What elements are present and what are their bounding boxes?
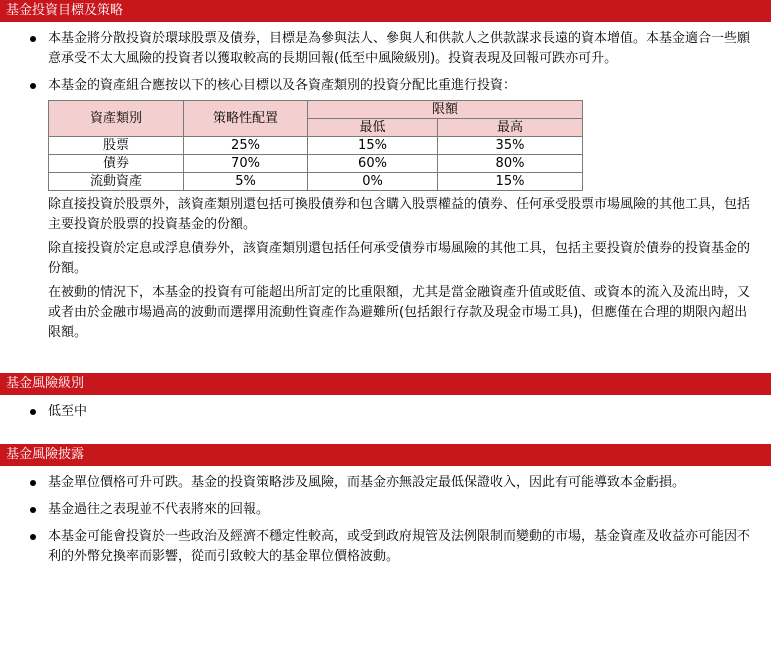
header-min: 最低 bbox=[308, 119, 438, 137]
strategy-bullet-objective: 本基金將分散投資於環球股票及債券，目標是為參與法人、參與人和供款人之供款謀求長遠的資本增值。本基金適合一些願意承受不太大風險的投資者以獲取較高的長期回報(低至中風險級別)。投資表現及回報可跌亦可升。 bbox=[28, 29, 763, 69]
cell-strategic: 25% bbox=[184, 137, 308, 155]
table-row bbox=[49, 137, 583, 155]
cell-asset: 流動資產 bbox=[49, 173, 184, 191]
risk-disclosure-item: 基金單位價格可升可跌。基金的投資策略涉及風險，而基金亦無設定最低保證收入，因此有可能導致本金虧損。 bbox=[28, 473, 763, 493]
header-limit: 限額 bbox=[308, 101, 583, 119]
equity-note: 除直接投資於股票外，該資產類別還包括可換股債券和包含購入股票權益的債券、任何承受股票市場風險的其他工具，包括主要投資於股票的投資基金的份額。 bbox=[48, 197, 751, 232]
header-strategic-allocation: 策略性配置 bbox=[184, 101, 308, 137]
table-row bbox=[49, 173, 583, 191]
risk-disclosure-item: 本基金可能會投資於一些政治及經濟不穩定性較高，或受到政府規管及法例限制而變動的市場，基金資產及收益亦可能因不利的外幣兌換率而影響，從而引致較大的基金單位價格波動。 bbox=[28, 527, 763, 567]
table-row bbox=[49, 155, 583, 173]
cell-strategic: 5% bbox=[184, 173, 308, 191]
cell-min: 0% bbox=[308, 173, 438, 191]
risk-disclosure-item: 基金過往之表現並不代表將來的回報。 bbox=[28, 500, 763, 520]
cell-asset: 債券 bbox=[49, 155, 184, 173]
cell-max: 35% bbox=[438, 137, 583, 155]
bond-note: 除直接投資於定息或浮息債券外，該資產類別還包括任何承受債券市場風險的其他工具，包括主要投資於債券的投資基金的份額。 bbox=[48, 241, 751, 276]
section-header-risk-level: 基金風險級別 bbox=[0, 373, 771, 395]
cell-min: 15% bbox=[308, 137, 438, 155]
cell-asset: 股票 bbox=[49, 137, 184, 155]
cell-min: 60% bbox=[308, 155, 438, 173]
header-asset-class: 資產類別 bbox=[49, 101, 184, 137]
passive-breach-note: 在被動的情況下，本基金的投資有可能超出所訂定的比重限額，尤其是當金融資產升值或貶值、或資本的流入及流出時，又或者由於金融市場過高的波動而選擇用流動性資產作為避難所(包括銀行存款及現金市場工具)，但應僅在合理的期限內超出限額。 bbox=[48, 285, 751, 340]
cell-strategic: 70% bbox=[184, 155, 308, 173]
header-max: 最高 bbox=[438, 119, 583, 137]
risk-level-value: 低至中 bbox=[28, 402, 763, 422]
cell-max: 80% bbox=[438, 155, 583, 173]
risk-disclosure-content bbox=[0, 473, 771, 567]
risk-level-content bbox=[0, 402, 771, 422]
allocation-table bbox=[48, 100, 583, 191]
strategy-content bbox=[0, 29, 771, 343]
section-header-risk-disclosure: 基金風險披露 bbox=[0, 444, 771, 466]
cell-max: 15% bbox=[438, 173, 583, 191]
section-header-strategy: 基金投資目標及策略 bbox=[0, 0, 771, 22]
strategy-bullet-allocation: 本基金的資產組合應按以下的核心目標以及各資產類別的投資分配比重進行投資： bbox=[28, 76, 763, 96]
